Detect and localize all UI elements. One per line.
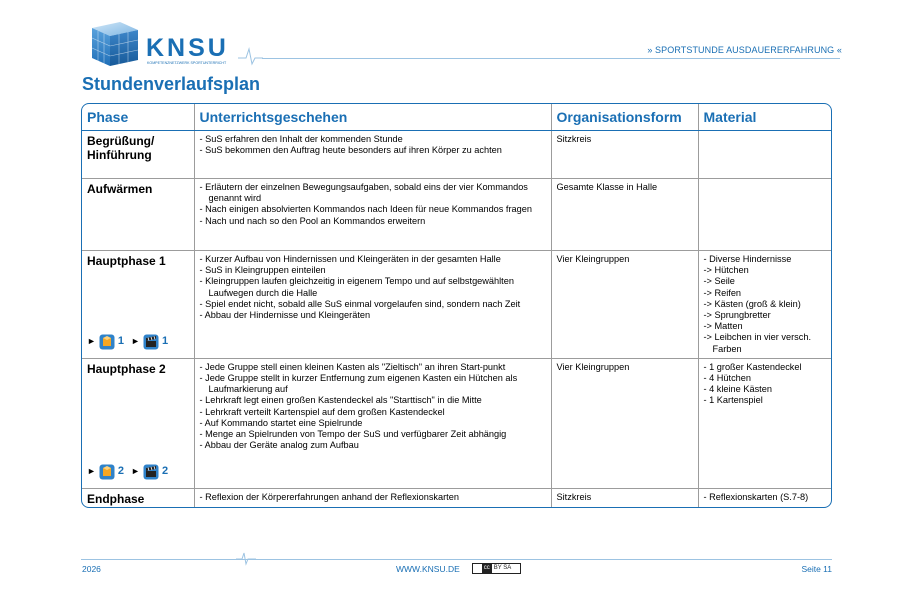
activity-item: - Jede Gruppe stellt in kurzer Entfernung zum eigenen Kasten ein Hütchen als Laufmarkierung auf bbox=[199, 373, 518, 395]
header-phase: Phase bbox=[82, 104, 194, 131]
table-row bbox=[82, 251, 831, 359]
pulse-line-icon bbox=[236, 550, 256, 566]
page-title: Stundenverlaufsplan bbox=[82, 74, 261, 94]
cube-app-icon bbox=[99, 464, 115, 480]
activities-cell bbox=[194, 358, 551, 488]
lesson-plan-table bbox=[81, 103, 832, 508]
video-clapper-icon bbox=[143, 334, 159, 350]
activity-item: - Kleingruppen laufen gleichzeitig in eigenem Tempo und auf selbstgewählten Laufwegen durch die Halle bbox=[199, 276, 514, 298]
material-item: -> Kästen (groß & klein) bbox=[703, 298, 801, 309]
header-organisation: Organisationsform bbox=[551, 104, 698, 131]
material-item: -> Hütchen bbox=[703, 265, 749, 276]
material-item: - 1 großer Kastendeckel bbox=[703, 361, 802, 372]
organisation-cell: Sitzkreis bbox=[551, 131, 698, 179]
video-clapper-icon bbox=[143, 464, 159, 480]
footer-divider bbox=[81, 559, 832, 560]
knsu-logo bbox=[88, 18, 263, 70]
activities-cell bbox=[194, 131, 551, 179]
activity-item: - Jede Gruppe stell einen kleinen Kasten als "Zieltisch" an ihren Start-punkt bbox=[199, 361, 506, 372]
footer-year: 2026 bbox=[82, 564, 101, 574]
activity-item: - Abbau der Geräte analog zum Aufbau bbox=[199, 440, 359, 451]
activity-item: - Spiel endet nicht, sobald alle SuS einmal vorgelaufen sind, sondern nach Zeit bbox=[199, 298, 521, 309]
table-row bbox=[82, 131, 831, 179]
table-row bbox=[82, 358, 831, 488]
header-material: Material bbox=[698, 104, 831, 131]
cube-app-icon bbox=[99, 334, 115, 350]
play-arrow-icon: ► bbox=[131, 336, 140, 347]
logo-wordmark: KNSU bbox=[146, 34, 229, 62]
material-item: -> Reifen bbox=[703, 287, 742, 298]
table-header-row bbox=[82, 104, 831, 131]
material-cell bbox=[698, 179, 831, 251]
activity-item: - Auf Kommando startet eine Spielrunde bbox=[199, 417, 363, 428]
icon-number: 1 bbox=[161, 335, 169, 348]
header-tag: » SPORTSTUNDE AUSDAUERERFAHRUNG « bbox=[647, 45, 842, 55]
material-item: - 4 kleine Kästen bbox=[703, 384, 772, 395]
organisation-cell: Sitzkreis bbox=[551, 488, 698, 508]
phase-cell: Aufwärmen bbox=[82, 179, 194, 251]
activities-cell bbox=[194, 488, 551, 508]
material-item: - Reflexionskarten (S.7-8) bbox=[703, 491, 809, 502]
activity-item: - Nach einigen absolvierten Kommandos nach Ideen für neue Kommandos fragen bbox=[199, 204, 532, 215]
play-arrow-icon: ► bbox=[131, 466, 140, 477]
material-cell bbox=[698, 251, 831, 359]
cc-icon: cc bbox=[483, 565, 490, 571]
phase-icons bbox=[87, 334, 172, 350]
material-cell bbox=[698, 358, 831, 488]
phase-cell bbox=[82, 358, 194, 488]
logo-tagline: KOMPETENZNETZWERK SPORTUNTERRICHT bbox=[147, 61, 227, 65]
footer-link[interactable]: WWW.KNSU.DE bbox=[396, 564, 460, 574]
activity-item: - Nach und nach so den Pool an Kommandos erweitern bbox=[199, 215, 426, 226]
phase-icons bbox=[87, 464, 172, 480]
activity-item: - Lehrkraft verteilt Kartenspiel auf dem großen Kastendeckel bbox=[199, 406, 445, 417]
phase-label: Hauptphase 1 bbox=[87, 254, 166, 268]
activity-item: - Erläutern der einzelnen Bewegungsaufgaben, sobald eins der vier Kommandos genannt wird bbox=[199, 182, 528, 204]
material-cell bbox=[698, 488, 831, 508]
header-divider bbox=[262, 58, 840, 59]
activity-item: - SuS erfahren den Inhalt der kommenden Stunde bbox=[199, 134, 403, 144]
activity-item: - Kurzer Aufbau von Hindernissen und Kleingeräten in der gesamten Halle bbox=[199, 254, 501, 264]
icon-number: 2 bbox=[161, 465, 169, 478]
activity-item: - Lehrkraft legt einen großen Kastendeckel als "Starttisch" in die Mitte bbox=[199, 395, 482, 406]
icon-number: 2 bbox=[117, 465, 125, 478]
organisation-cell: Gesamte Klasse in Halle bbox=[551, 179, 698, 251]
table-row bbox=[82, 488, 831, 508]
phase-label: Hauptphase 2 bbox=[87, 361, 166, 376]
organisation-cell: Vier Kleingruppen bbox=[551, 358, 698, 488]
phase-cell: Endphase bbox=[82, 488, 194, 508]
table-row bbox=[82, 179, 831, 251]
material-item: - 1 Kartenspiel bbox=[703, 395, 763, 406]
material-item: -> Leibchen in vier versch. Farben bbox=[703, 332, 811, 354]
activity-item: - Abbau der Hindernisse und Kleingeräten bbox=[199, 310, 371, 321]
phase-cell bbox=[82, 251, 194, 359]
page-number: Seite 11 bbox=[801, 564, 832, 574]
material-item: -> Matten bbox=[703, 321, 743, 332]
header-activities: Unterrichtsgeschehen bbox=[194, 104, 551, 131]
material-item: - 4 Hütchen bbox=[703, 373, 751, 384]
license-label: BY SA bbox=[493, 565, 512, 571]
material-item: -> Sprungbretter bbox=[703, 310, 771, 321]
activity-item: - Reflexion der Körpererfahrungen anhand der Reflexionskarten bbox=[199, 491, 459, 502]
activities-cell bbox=[194, 251, 551, 359]
icon-number: 1 bbox=[117, 335, 125, 348]
play-arrow-icon: ► bbox=[87, 336, 96, 347]
material-item: -> Seile bbox=[703, 276, 735, 287]
organisation-cell: Vier Kleingruppen bbox=[551, 251, 698, 359]
activity-item: - SuS bekommen den Auftrag heute besonders auf ihren Körper zu achten bbox=[199, 145, 502, 156]
material-item: - Diverse Hindernisse bbox=[703, 254, 792, 264]
activity-item: - SuS in Kleingruppen einteilen bbox=[199, 265, 326, 276]
cc-license-badge[interactable] bbox=[472, 563, 521, 574]
material-cell bbox=[698, 131, 831, 179]
activities-cell bbox=[194, 179, 551, 251]
activity-item: - Menge an Spielrunden von Tempo der SuS und verfügbarer Zeit abhängig bbox=[199, 429, 507, 440]
phase-cell: Begrüßung/ Hinführung bbox=[87, 134, 155, 162]
play-arrow-icon: ► bbox=[87, 466, 96, 477]
